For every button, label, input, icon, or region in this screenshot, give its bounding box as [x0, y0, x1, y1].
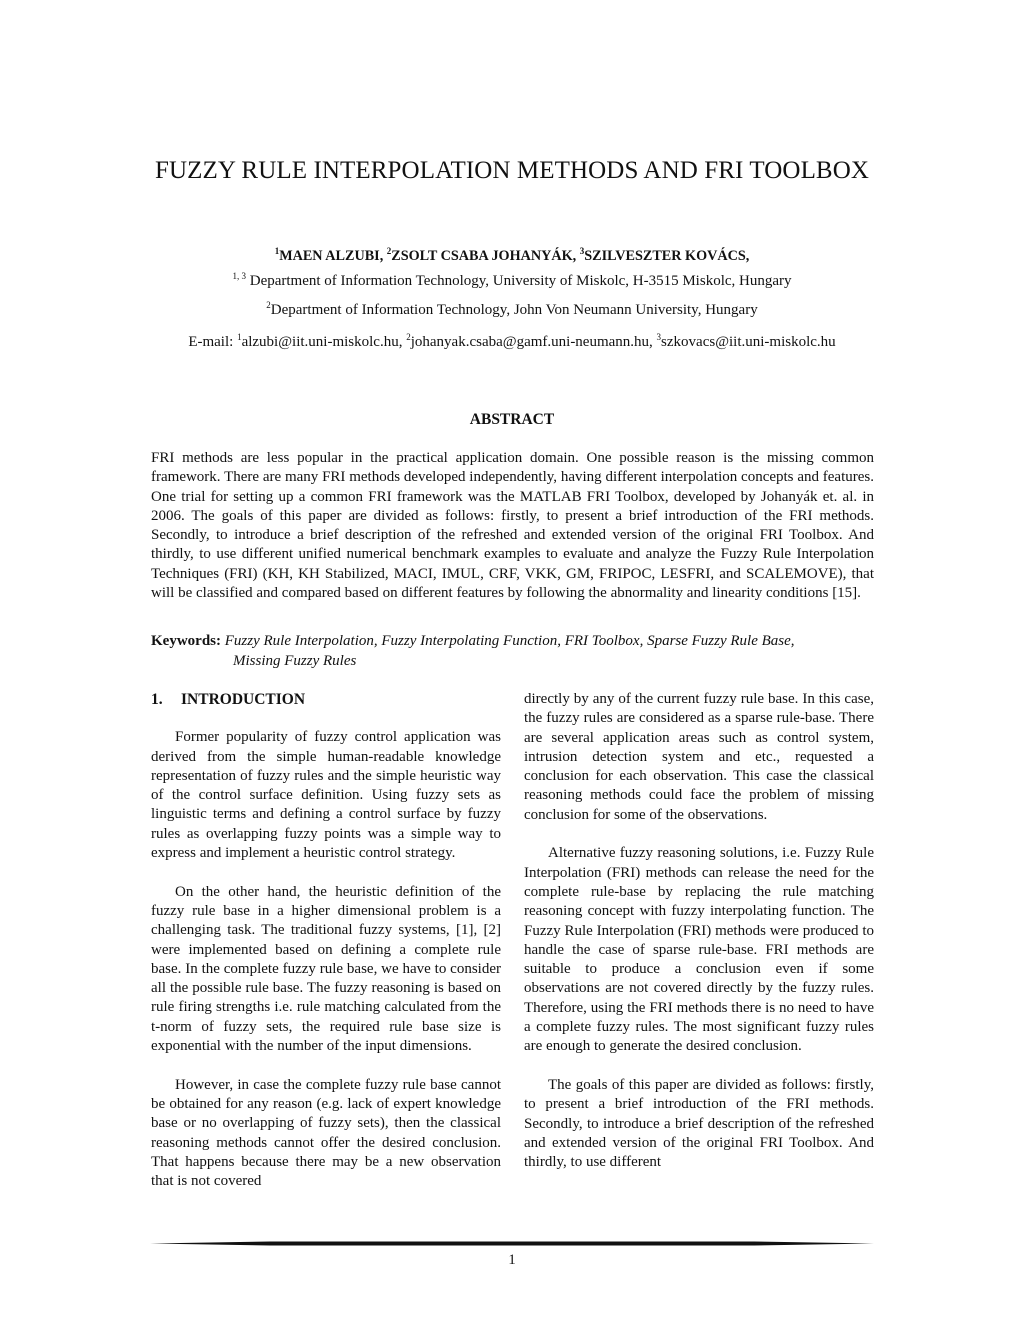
left-column	[151, 690, 501, 1191]
affiliation-1-marker: 1, 3	[232, 271, 246, 281]
keywords-line-1: Fuzzy Rule Interpolation, Fuzzy Interpolating Function, FRI Toolbox, Sparse Fuzzy Rule Base,	[224, 633, 795, 649]
affiliation-2-text: Department of Information Technology, John Von Neumann University, Hungary	[270, 302, 758, 318]
left-paragraph-3: However, in case the complete fuzzy rule base cannot be obtained for any reason (e.g. lack of expert knowledge base or no overlapping of fuzzy sets), then the classical reasoning methods cannot offer the desired conclusion. That happens because there may be a new observation that is not covered	[151, 1076, 501, 1190]
author-1-marker: 1	[274, 246, 280, 256]
author-2-marker: 2	[386, 246, 392, 256]
author-1-name: MAEN ALZUBI,	[279, 248, 387, 264]
keywords-label: Keywords:	[151, 633, 221, 649]
section-title: INTRODUCTION	[181, 691, 306, 708]
keywords-block	[151, 632, 874, 671]
abstract-heading: ABSTRACT	[469, 411, 555, 428]
page-number: 1	[508, 1252, 516, 1268]
email-3-marker: 3	[656, 332, 662, 342]
email-label: E-mail:	[188, 334, 238, 350]
paper-title: FUZZY RULE INTERPOLATION METHODS AND FRI TOOLBOX	[154, 157, 870, 184]
affiliation-2	[150, 300, 874, 320]
author-2-name: ZSOLT CSABA JOHANYÁK,	[391, 248, 580, 264]
affiliation-1	[150, 271, 874, 291]
right-paragraph-2: Alternative fuzzy reasoning solutions, i.e. Fuzzy Rule Interpolation (FRI) methods can release the need for the complete rule-base by replacing the rule matching reasoning concept with fuzzy interpolating function. The Fuzzy Rule Interpolation (FRI) methods were produced to handle the case of sparse rule-base. FRI methods are suitable to produce a conclusion even if some observations are not covered directly by the fuzzy rules. Therefore, using the FRI methods there is no need to have a complete fuzzy rules. The most significant fuzzy rules are enough to generate the desired conclusion.	[524, 845, 874, 1055]
author-list	[150, 246, 874, 266]
email-2: johanyak.csaba@gamf.uni-neumann.hu,	[410, 334, 657, 350]
section-number: 1.	[151, 691, 163, 708]
right-paragraph-1: directly by any of the current fuzzy rule base. In this case, the fuzzy rules are considered as a sparse rule-base. There are several application areas such as control system, intrusion detection system and etc., requested a conclusion for each observation. This case the classical reasoning methods could face the problem of missing conclusion for some of the observations.	[524, 691, 874, 823]
left-paragraph-2: On the other hand, the heuristic definition of the fuzzy rule base in a higher dimensional problem is a challenging task. The traditional fuzzy systems, [1], [2] were implemented based on defining a complete rule base. In the complete fuzzy rule base, we have to consider all the possible rule base. The fuzzy reasoning is based on rule firing strengths i.e. rule matching calculated from the t-norm of fuzzy sets, the required rule base size is exponential with the number of the input dimensions.	[151, 883, 501, 1055]
email-line	[180, 332, 844, 352]
keywords-line-2: Missing Fuzzy Rules	[233, 652, 357, 669]
email-1: alzubi@iit.uni-miskolc.hu,	[241, 334, 407, 350]
email-2-marker: 2	[406, 332, 411, 342]
footer-rule	[150, 1240, 874, 1247]
email-3: szkovacs@iit.uni-miskolc.hu	[661, 334, 836, 350]
affiliation-1-text: Department of Information Technology, University of Miskolc, H-3515 Miskolc, Hungary	[245, 273, 792, 289]
left-paragraph-1: Former popularity of fuzzy control application was derived from the simple human-readable knowledge representation of fuzzy rules and the simple heuristic way of the control surface definition. Using fuzzy sets as linguistic terms and defining a control surface by fuzzy rules as overlapping fuzzy points was a simple way to express and implement a heuristic control strategy.	[151, 729, 501, 862]
email-1-marker: 1	[237, 332, 242, 342]
affiliation-2-marker: 2	[266, 300, 271, 310]
abstract-text: FRI methods are less popular in the practical application domain. One possible reason is the missing common framework. There are many FRI methods developed independently, having different interpolation concepts and features. One trial for setting up a common FRI framework was the MATLAB FRI Toolbox, developed by Johanyák et. al. in 2006. The goals of this paper are divided as follows: firstly, to present a brief introduction of the FRI methods. Secondly, to introduce a brief description of the refreshed and extended version of the original FRI Toolbox. And thirdly, to use different unified numerical benchmark examples to evaluate and analyze the Fuzzy Rule Interpolation Techniques (FRI) (KH, KH Stabilized, MACI, IMUL, CRF, VKK, GM, FRIPOC, LESFRI, and SCALEMOVE), that will be classified and compared based on different features by following the abnormality and linearity conditions [15].	[151, 450, 874, 602]
section-heading	[151, 690, 501, 709]
author-3-marker: 3	[579, 246, 585, 256]
right-column	[524, 690, 874, 1172]
right-paragraph-3: The goals of this paper are divided as follows: firstly, to present a brief introduction of the FRI methods. Secondly, to introduce a brief description of the refreshed and extended version of the original FRI Toolbox. And thirdly, to use different	[524, 1076, 874, 1171]
author-3-name: SZILVESZTER KOVÁCS,	[584, 248, 750, 264]
